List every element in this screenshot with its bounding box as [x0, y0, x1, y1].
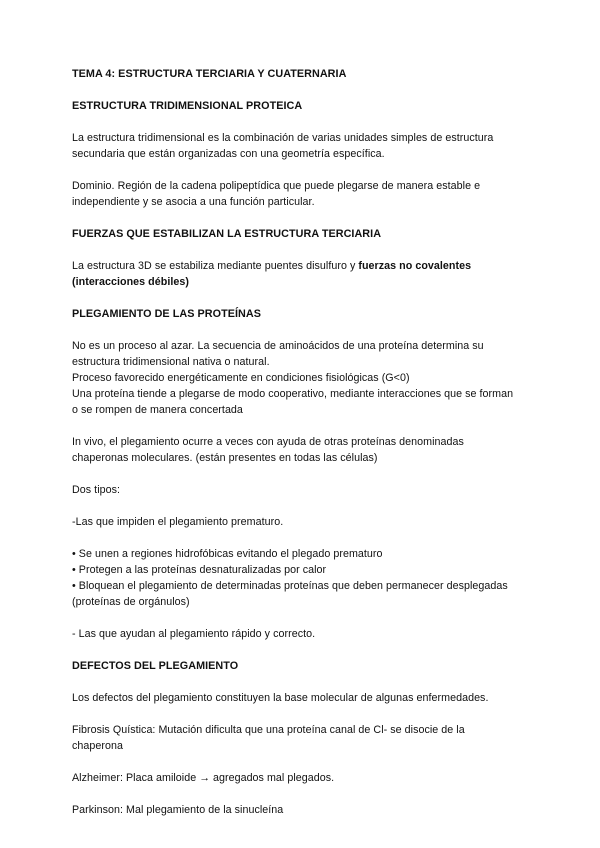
paragraph-line: Alzheimer: Placa amiloide → agregados mal plegados.: [72, 772, 335, 784]
heading-defectos: DEFECTOS DEL PLEGAMIENTO: [72, 660, 239, 672]
paragraph-line: Los defectos del plegamiento constituyen la base molecular de algunas enfermedades.: [72, 692, 489, 704]
bullet-item-continuation: (proteínas de orgánulos): [72, 596, 190, 608]
paragraph-line: - Las que ayudan al plegamiento rápido y correcto.: [72, 628, 316, 640]
paragraph-line: Dos tipos:: [72, 484, 121, 496]
paragraph-line: In vivo, el plegamiento ocurre a veces con ayuda de otras proteínas denominadas: [72, 436, 464, 448]
paragraph-line: Parkinson: Mal plegamiento de la sinucleína: [72, 804, 284, 816]
bold-text: fuerzas no covalentes: [358, 260, 472, 272]
paragraph-line: o se rompen de manera concertada: [72, 404, 243, 416]
document-page: [72, 66, 532, 818]
document-title: TEMA 4: ESTRUCTURA TERCIARIA Y CUATERNARIA: [72, 68, 347, 80]
bullet-item: • Protegen a las proteínas desnaturalizadas por calor: [72, 564, 327, 576]
bullet-item: • Bloquean el plegamiento de determinadas proteínas que deben permanecer desplegadas: [72, 580, 508, 592]
bullet-item: • Se unen a regiones hidrofóbicas evitando el plegado prematuro: [72, 548, 383, 560]
paragraph-line: secundaria que están organizadas con una geometría específica.: [72, 148, 385, 160]
paragraph-line: Dominio. Región de la cadena polipeptídica que puede plegarse de manera estable e: [72, 180, 481, 192]
paragraph-line: Proceso favorecido energéticamente en condiciones fisiológicas (G<0): [72, 372, 410, 384]
paragraph-line: La estructura tridimensional es la combinación de varias unidades simples de estructura: [72, 132, 494, 144]
bold-text: (interacciones débiles): [72, 276, 189, 288]
paragraph-line: No es un proceso al azar. La secuencia de aminoácidos de una proteína determina su: [72, 340, 484, 352]
paragraph-line: chaperona: [72, 740, 123, 752]
paragraph-line: Fibrosis Quística: Mutación dificulta que una proteína canal de Cl- se disocie de la: [72, 724, 465, 736]
heading-fuerzas: FUERZAS QUE ESTABILIZAN LA ESTRUCTURA TERCIARIA: [72, 228, 382, 240]
heading-estructura-tridimensional: ESTRUCTURA TRIDIMENSIONAL PROTEICA: [72, 100, 303, 112]
paragraph-text: La estructura 3D se estabiliza mediante puentes disulfuro y: [72, 260, 359, 272]
heading-plegamiento: PLEGAMIENTO DE LAS PROTEÍNAS: [72, 308, 261, 320]
paragraph-line: estructura tridimensional nativa o natural.: [72, 356, 270, 368]
paragraph-line: chaperonas moleculares. (están presentes en todas las células): [72, 452, 378, 464]
paragraph-line: independiente y se asocia a una función particular.: [72, 196, 315, 208]
paragraph-line: [72, 258, 532, 274]
paragraph-line: -Las que impiden el plegamiento prematuro.: [72, 516, 284, 528]
paragraph-line: [72, 274, 532, 290]
paragraph-line: Una proteína tiende a plegarse de modo cooperativo, mediante interacciones que se forman: [72, 388, 514, 400]
